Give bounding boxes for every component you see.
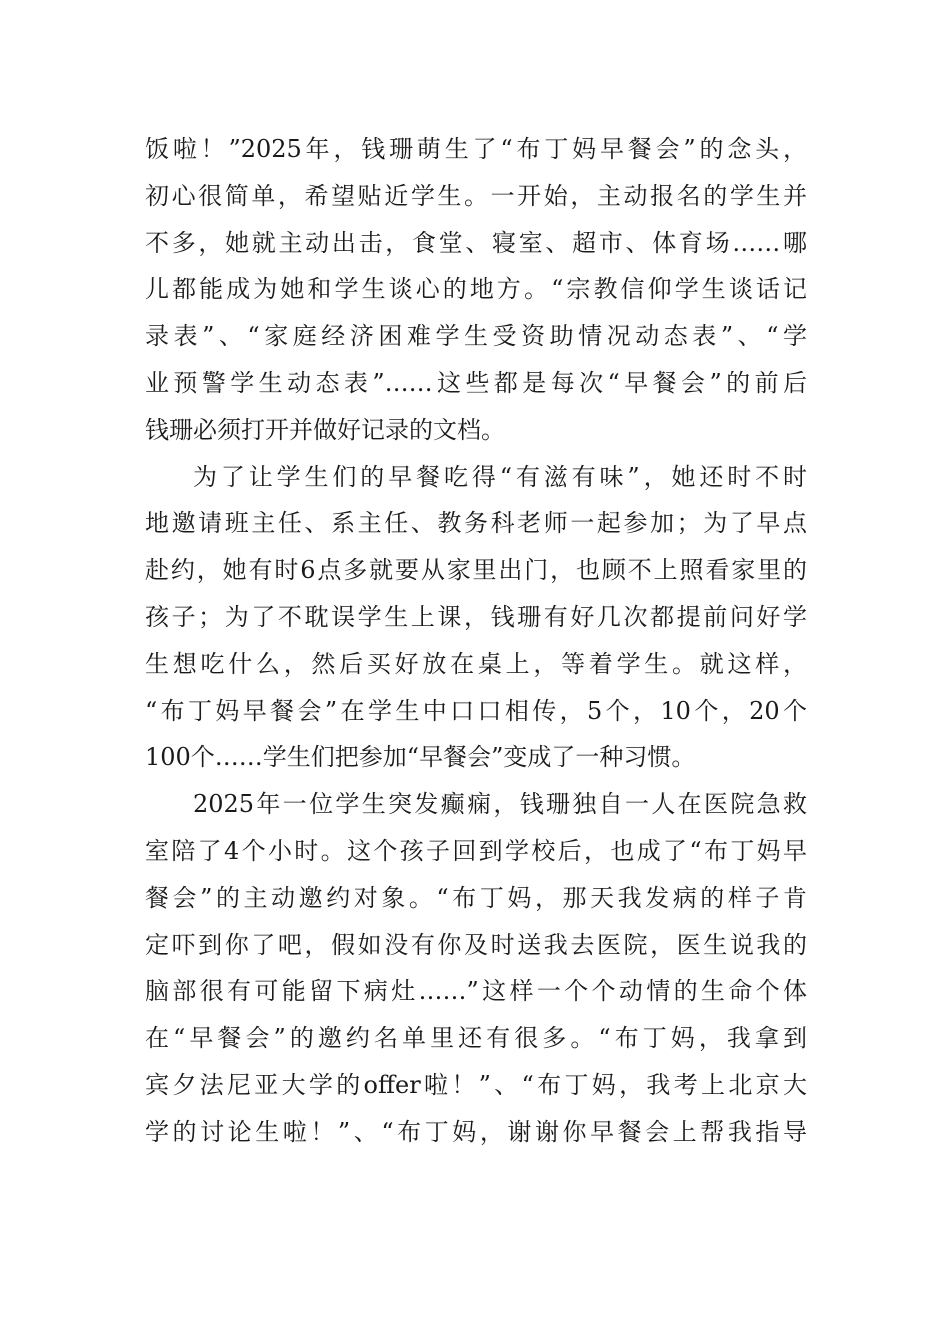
text-line: 初心很简单，希望贴近学生。一开始，主动报名的学生并: [145, 181, 807, 210]
text-line: 地邀请班主任、系主任、教务科老师一起参加；为了早点: [145, 509, 807, 538]
text-line: 不多，她就主动出击，食堂、寝室、超市、体育场……哪: [145, 228, 807, 257]
text-line: 100个……学生们把参加“早餐会”变成了一种习惯。: [145, 743, 696, 772]
text-line: 在“早餐会”的邀约名单里还有很多。“布丁妈，我拿到: [145, 1024, 807, 1053]
text-line: 饭啦！”2025年，钱珊萌生了“布丁妈早餐会”的念头，: [145, 135, 807, 163]
document-body: [145, 126, 807, 1156]
text-line: 生想吃什么，然后买好放在桌上，等着学生。就这样，: [145, 649, 807, 678]
text-line: 宾夕法尼亚大学的offer啦！”、“布丁妈，我考上北京大: [145, 1070, 807, 1099]
text-line: 业预警学生动态表”……这些都是每次“早餐会”的前后: [145, 368, 807, 397]
text-line: 孩子；为了不耽误学生上课，钱珊有好几次都提前问好学: [145, 602, 807, 631]
text-line: “布丁妈早餐会”在学生中口口相传，5个，10个，20个: [145, 696, 807, 725]
text-line: 录表”、“家庭经济困难学生受资助情况动态表”、“学: [145, 322, 807, 351]
text-line: 学的讨论生啦！”、“布丁妈，谢谢你早餐会上帮我指导: [145, 1117, 807, 1146]
text-line: 赴约，她有时6点多就要从家里出门，也顾不上照看家里的: [145, 556, 807, 585]
paragraph-start-line: 为了让学生们的早餐吃得“有滋有味”，她还时不时: [193, 462, 807, 491]
text-line: 餐会”的主动邀约对象。“布丁妈，那天我发病的样子肯: [145, 883, 807, 912]
text-line: 钱珊必须打开并做好记录的文档。: [145, 415, 505, 444]
text-line: 室陪了4个小时。这个孩子回到学校后，也成了“布丁妈早: [145, 836, 807, 865]
text-line: 儿都能成为她和学生谈心的地方。“宗教信仰学生谈话记: [145, 275, 807, 304]
paragraph-start-line: 2025年一位学生突发癫痫，钱珊独自一人在医院急救: [193, 790, 807, 819]
text-line: 定吓到你了吧，假如没有你及时送我去医院，医生说我的: [145, 930, 807, 959]
text-line: 脑部很有可能留下病灶……”这样一个个动情的生命个体: [145, 977, 807, 1006]
